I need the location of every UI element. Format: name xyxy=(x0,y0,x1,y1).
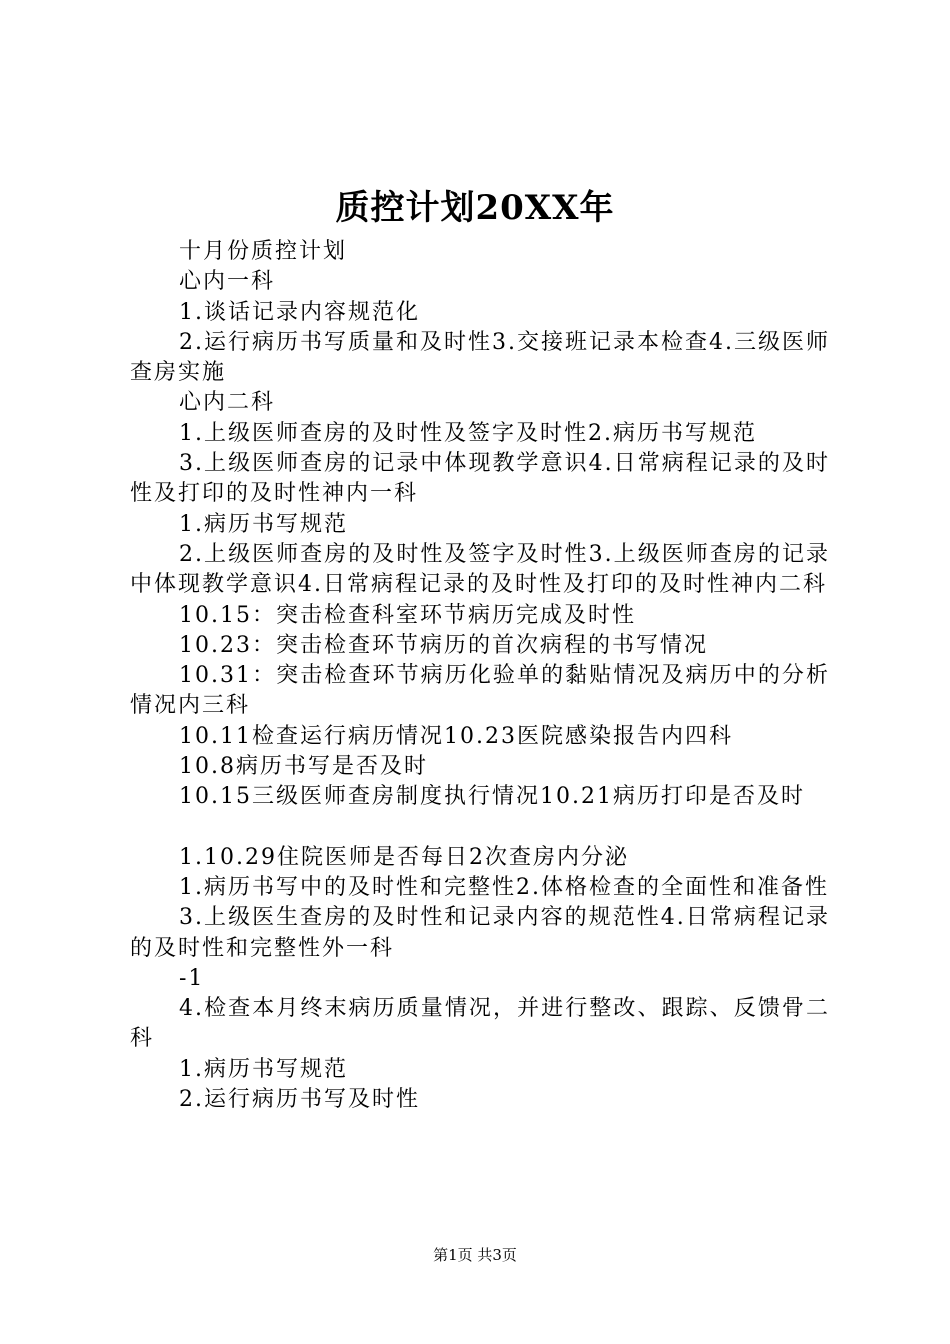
paragraph: 1.病历书写中的及时性和完整性2.体格检查的全面性和准备性 xyxy=(179,874,829,900)
paragraph: 1.病历书写规范 xyxy=(179,511,348,537)
paragraph: 1.病历书写规范 xyxy=(179,1056,348,1082)
paragraph: 心内一科 xyxy=(179,269,276,295)
document-title: 质控计划20XX年 xyxy=(335,188,615,228)
document-body xyxy=(130,237,830,1115)
paragraph: 2.运行病历书写及时性 xyxy=(179,1087,420,1113)
paragraph-gap xyxy=(130,813,830,843)
paragraph: 10.15三级医师查房制度执行情况10.21病历打印是否及时 xyxy=(179,784,805,810)
page-number-label: 第1页 共3页 xyxy=(433,1246,517,1264)
paragraph: 10.23：突击检查环节病历的首次病程的书写情况 xyxy=(179,632,708,658)
paragraph: 10.11检查运行病历情况10.23医院感染报告内四科 xyxy=(179,723,733,749)
paragraph: 10.8病历书写是否及时 xyxy=(179,754,428,780)
paragraph: 1.上级医师查房的及时性及签字及时性2.病历书写规范 xyxy=(179,420,757,446)
paragraph: 1.10.29住院医师是否每日2次查房内分泌 xyxy=(179,844,629,870)
paragraph: 3.上级医师查房的记录中体现教学意识4.日常病程记录的及时性及打印的及时性神内一科 xyxy=(130,451,830,507)
paragraph: 2.上级医师查房的及时性及签字及时性3.上级医师查房的记录中体现教学意识4.日常病程记录的及时性及打印的及时性神内二科 xyxy=(130,541,830,598)
paragraph: 3.上级医生查房的及时性和记录内容的规范性4.日常病程记录的及时性和完整性外一科 xyxy=(130,905,830,961)
paragraph: 1.谈话记录内容规范化 xyxy=(179,299,420,325)
paragraph: 4.检查本月终末病历质量情况，并进行整改、跟踪、反馈骨二科 xyxy=(130,996,830,1052)
paragraph: 2.运行病历书写质量和及时性3.交接班记录本检查4.三级医师查房实施 xyxy=(130,329,830,386)
page-footer xyxy=(0,1240,950,1270)
paragraph: -1 xyxy=(179,965,205,991)
paragraph: 十月份质控计划 xyxy=(179,239,348,264)
paragraph: 心内二科 xyxy=(179,390,276,416)
paragraph: 10.31：突击检查环节病历化验单的黏贴情况及病历中的分析情况内三科 xyxy=(130,663,830,719)
paragraph: 10.15：突击检查科室环节病历完成及时性 xyxy=(179,602,636,628)
